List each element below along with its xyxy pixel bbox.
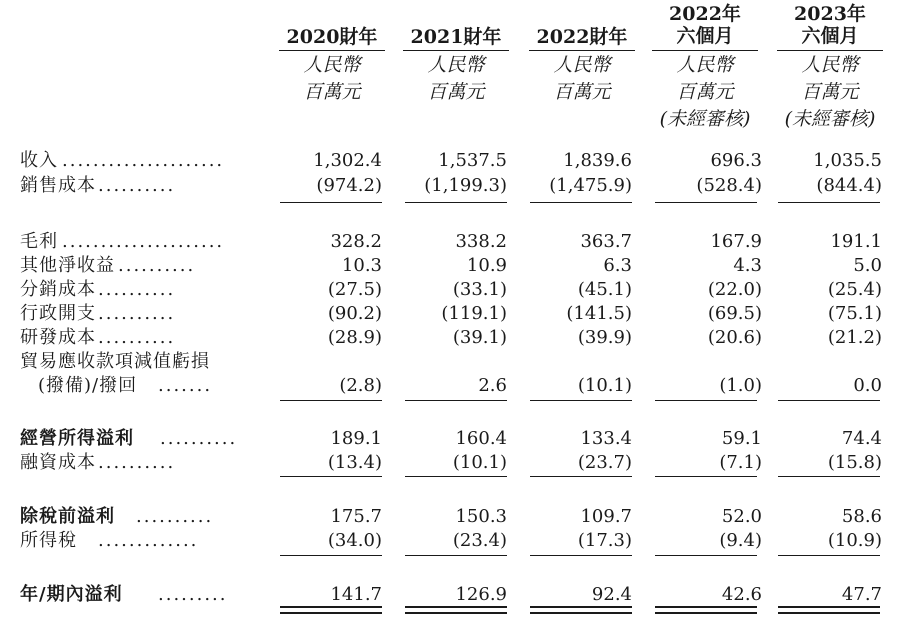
value-cell: (2.8) xyxy=(339,375,382,396)
column-currency: 人民幣 xyxy=(676,54,734,76)
subtotal-rule xyxy=(778,202,880,203)
column-period: 六個月 xyxy=(676,25,734,47)
value-cell: 175.7 xyxy=(330,506,382,527)
table-row xyxy=(0,278,899,302)
table-row xyxy=(0,529,899,553)
column-currency: 人民幣 xyxy=(427,54,485,76)
value-cell: (528.4) xyxy=(696,175,762,196)
column-header xyxy=(770,0,890,130)
subtotal-rule xyxy=(530,202,632,203)
row-label: 其他淨收益 xyxy=(20,255,115,276)
total-double-rule xyxy=(530,606,632,614)
value-cell: 1,035.5 xyxy=(813,150,882,171)
subtotal-rule xyxy=(280,202,382,203)
value-cell: (28.9) xyxy=(327,327,382,348)
value-cell: 126.9 xyxy=(455,584,507,605)
value-cell: (39.1) xyxy=(452,327,507,348)
subtotal-rule xyxy=(280,400,382,401)
value-cell: 42.6 xyxy=(721,584,762,605)
leader-dots: .......... xyxy=(98,327,176,348)
value-cell: (45.1) xyxy=(577,279,632,300)
value-cell: (75.1) xyxy=(827,303,882,324)
row-label: 研發成本 xyxy=(20,327,96,348)
table-row xyxy=(0,374,899,398)
column-currency: 人民幣 xyxy=(553,54,611,76)
row-label: 貿易應收款項減值虧損 xyxy=(20,351,210,372)
value-cell: 2.6 xyxy=(478,375,507,396)
subtotal-rule xyxy=(530,400,632,401)
column-unit xyxy=(645,52,765,133)
value-cell: (10.1) xyxy=(452,452,507,473)
subtotal-rule xyxy=(778,400,880,401)
value-cell: 191.1 xyxy=(830,231,882,252)
value-cell: 141.7 xyxy=(330,584,382,605)
value-cell: 150.3 xyxy=(455,506,507,527)
column-year: 2020財年 xyxy=(286,26,378,48)
leader-dots: ......... xyxy=(158,584,228,605)
table-row xyxy=(0,230,899,254)
column-scale: 百萬元 xyxy=(553,81,611,103)
table-row xyxy=(0,350,899,374)
row-label: 年/期內溢利 xyxy=(20,584,123,605)
value-cell: 328.2 xyxy=(330,231,382,252)
value-cell: (17.3) xyxy=(577,530,632,551)
value-cell: 1,537.5 xyxy=(438,150,507,171)
subtotal-rule xyxy=(405,202,507,203)
value-cell: 0.0 xyxy=(853,375,882,396)
column-unit xyxy=(770,52,890,133)
value-cell: 189.1 xyxy=(330,428,382,449)
column-header xyxy=(522,0,642,130)
value-cell: (23.4) xyxy=(452,530,507,551)
leader-dots: ..................... xyxy=(62,150,225,171)
table-row xyxy=(0,149,899,173)
value-cell: (25.4) xyxy=(827,279,882,300)
subtotal-rule xyxy=(530,555,632,556)
table-row xyxy=(0,174,899,198)
table-row xyxy=(0,326,899,350)
value-cell: (1,199.3) xyxy=(424,175,507,196)
column-scale: 百萬元 xyxy=(427,81,485,103)
value-cell: (22.0) xyxy=(707,279,762,300)
row-label: 銷售成本 xyxy=(20,175,96,196)
column-scale: 百萬元 xyxy=(676,81,734,103)
value-cell: 1,839.6 xyxy=(563,150,632,171)
value-cell: 1,302.4 xyxy=(313,150,382,171)
value-cell: (974.2) xyxy=(316,175,382,196)
row-label: 毛利 xyxy=(20,231,58,252)
value-cell: 74.4 xyxy=(841,428,882,449)
column-scale: 百萬元 xyxy=(303,81,361,103)
row-label: 經營所得溢利 xyxy=(20,428,134,449)
value-cell: 92.4 xyxy=(591,584,632,605)
value-cell: (7.1) xyxy=(719,452,762,473)
column-audit-note: (未經審核) xyxy=(784,108,876,130)
column-year: 2022年 xyxy=(669,3,741,25)
value-cell: 58.6 xyxy=(841,506,882,527)
value-cell: (23.7) xyxy=(577,452,632,473)
column-scale: 百萬元 xyxy=(801,81,859,103)
row-label: 收入 xyxy=(20,150,58,171)
row-label: 所得稅 xyxy=(20,530,77,551)
value-cell: 59.1 xyxy=(721,428,762,449)
column-unit xyxy=(272,52,392,106)
value-cell: (21.2) xyxy=(827,327,882,348)
value-cell: (15.8) xyxy=(827,452,882,473)
column-header xyxy=(645,0,765,130)
value-cell: 6.3 xyxy=(603,255,632,276)
total-double-rule xyxy=(405,606,507,614)
header-rule xyxy=(777,50,883,51)
column-header xyxy=(396,0,516,130)
column-year: 2023年 xyxy=(794,3,866,25)
leader-dots: .......... xyxy=(98,279,176,300)
total-double-rule xyxy=(280,606,382,614)
value-cell: 10.3 xyxy=(341,255,382,276)
table-row xyxy=(0,427,899,451)
column-audit-note: (未經審核) xyxy=(659,108,751,130)
subtotal-rule xyxy=(405,476,507,477)
subtotal-rule xyxy=(280,476,382,477)
value-cell: (27.5) xyxy=(327,279,382,300)
value-cell: (9.4) xyxy=(719,530,762,551)
subtotal-rule xyxy=(778,555,880,556)
subtotal-rule xyxy=(405,555,507,556)
value-cell: (34.0) xyxy=(327,530,382,551)
value-cell: 160.4 xyxy=(455,428,507,449)
value-cell: 696.3 xyxy=(710,150,762,171)
row-label: 分銷成本 xyxy=(20,279,96,300)
subtotal-rule xyxy=(280,555,382,556)
table-row xyxy=(0,254,899,278)
leader-dots: .......... xyxy=(160,428,238,449)
value-cell: (844.4) xyxy=(816,175,882,196)
value-cell: (10.1) xyxy=(577,375,632,396)
row-label: 融資成本 xyxy=(20,452,96,473)
table-row xyxy=(0,505,899,529)
total-double-rule xyxy=(778,606,880,614)
row-label: (撥備)/撥回 xyxy=(38,375,138,396)
table-row xyxy=(0,583,899,607)
column-year: 2022財年 xyxy=(536,26,628,48)
leader-dots: .......... xyxy=(98,452,176,473)
leader-dots: .......... xyxy=(98,175,176,196)
value-cell: (39.9) xyxy=(577,327,632,348)
header-rule xyxy=(279,50,385,51)
table-row xyxy=(0,302,899,326)
leader-dots: ..................... xyxy=(62,231,225,252)
column-unit xyxy=(396,52,516,106)
value-cell: 363.7 xyxy=(580,231,632,252)
value-cell: (1.0) xyxy=(719,375,762,396)
subtotal-rule xyxy=(655,202,757,203)
subtotal-rule xyxy=(405,400,507,401)
leader-dots: ....... xyxy=(158,375,213,396)
value-cell: 47.7 xyxy=(841,584,882,605)
value-cell: 133.4 xyxy=(580,428,632,449)
value-cell: 109.7 xyxy=(580,506,632,527)
row-label: 除稅前溢利 xyxy=(20,506,115,527)
value-cell: 5.0 xyxy=(853,255,882,276)
total-double-rule xyxy=(655,606,757,614)
subtotal-rule xyxy=(655,400,757,401)
column-year: 2021財年 xyxy=(410,26,502,48)
subtotal-rule xyxy=(778,476,880,477)
header-rule xyxy=(529,50,635,51)
column-header xyxy=(272,0,392,130)
row-label: 行政開支 xyxy=(20,303,96,324)
value-cell: (69.5) xyxy=(707,303,762,324)
leader-dots: ............. xyxy=(98,530,199,551)
column-currency: 人民幣 xyxy=(303,54,361,76)
value-cell: (90.2) xyxy=(327,303,382,324)
value-cell: (20.6) xyxy=(707,327,762,348)
column-currency: 人民幣 xyxy=(801,54,859,76)
value-cell: 4.3 xyxy=(733,255,762,276)
value-cell: 338.2 xyxy=(455,231,507,252)
value-cell: (141.5) xyxy=(566,303,632,324)
header-rule xyxy=(403,50,509,51)
subtotal-rule xyxy=(655,555,757,556)
leader-dots: .......... xyxy=(136,506,214,527)
value-cell: 167.9 xyxy=(710,231,762,252)
subtotal-rule xyxy=(655,476,757,477)
value-cell: (119.1) xyxy=(441,303,507,324)
leader-dots: .......... xyxy=(98,303,176,324)
value-cell: 10.9 xyxy=(466,255,507,276)
header-rule xyxy=(652,50,758,51)
column-period: 六個月 xyxy=(801,25,859,47)
value-cell: 52.0 xyxy=(721,506,762,527)
subtotal-rule xyxy=(530,476,632,477)
value-cell: (33.1) xyxy=(452,279,507,300)
value-cell: (1,475.9) xyxy=(549,175,632,196)
value-cell: (10.9) xyxy=(827,530,882,551)
value-cell: (13.4) xyxy=(327,452,382,473)
column-unit xyxy=(522,52,642,106)
table-row xyxy=(0,451,899,475)
leader-dots: .......... xyxy=(118,255,196,276)
